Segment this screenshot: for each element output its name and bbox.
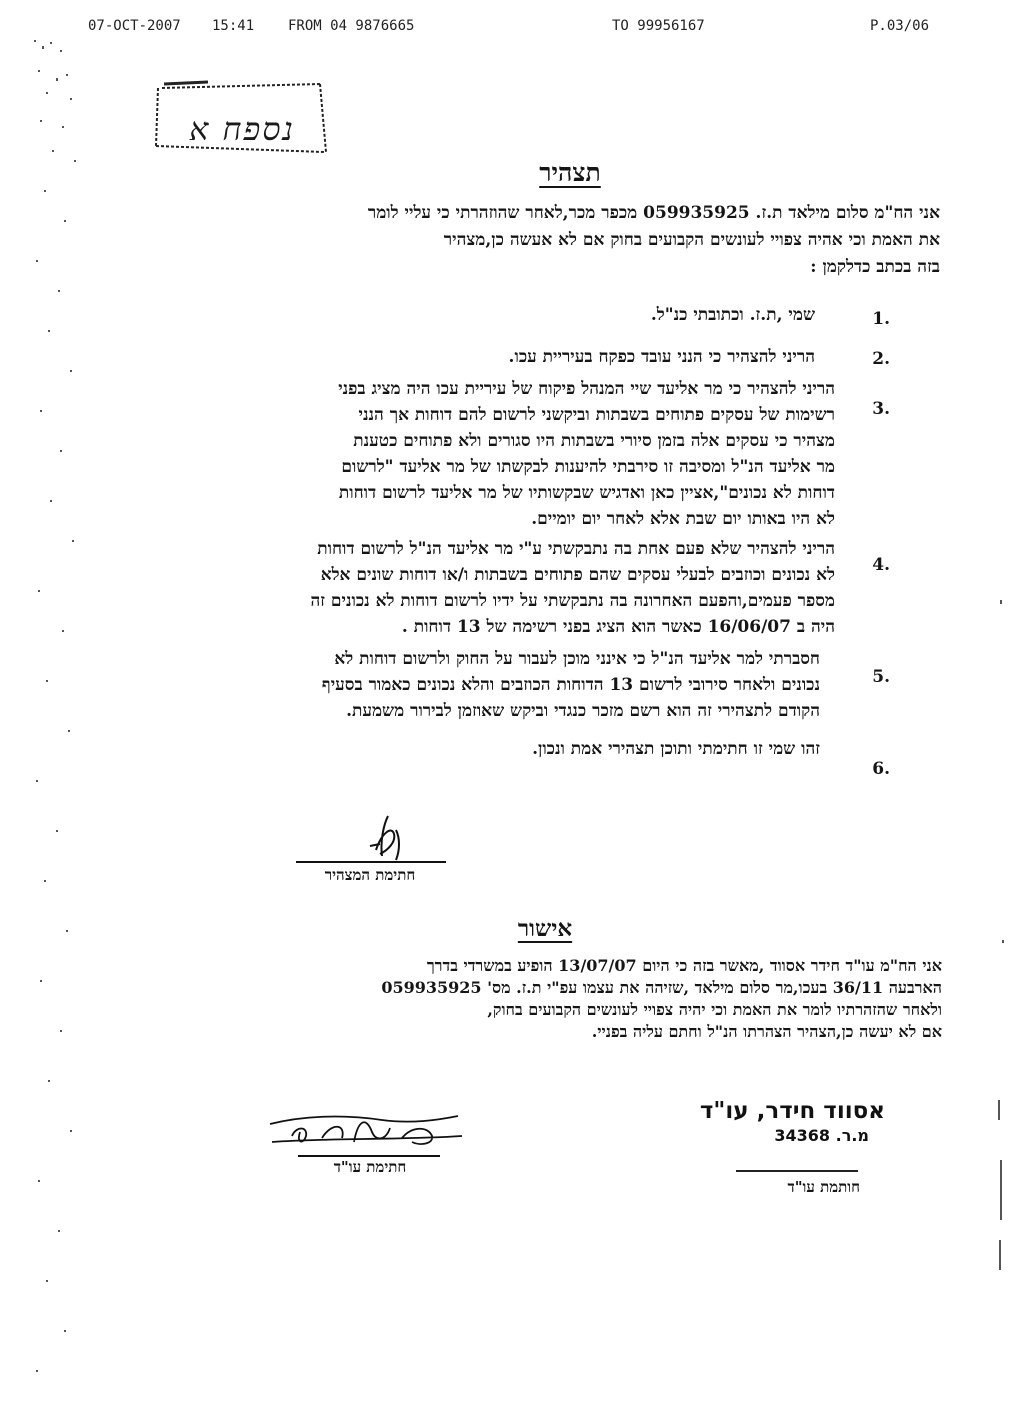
item-line: דוחות לא נכונים",אציין כאן ואדגיש שבקשותיו של מר אליעד לרשום דוחות [338,483,835,503]
scan-noise-right [990,600,1010,1300]
stamp-line [736,1170,858,1172]
lawyer-signature [262,1102,472,1162]
item-number: 3. [872,399,890,419]
item-line: לא נכונים וכוזבים לבעלי עסקים שהם פתוחים בשבתות ו/או דוחות שונים אלא [320,565,835,585]
declaration-item-3 [180,379,890,536]
declaration-item-5 [180,649,890,744]
declaration-title: תצהיר [539,158,601,187]
item-number: 6. [872,759,890,779]
item-line: נכונים ולאחר סירובי לרשום 13 הדוחות הכוזבים והלא נכונים כאמור בסעיף [321,675,820,695]
fax-header [0,18,1023,42]
item-number: 1. [872,309,890,329]
lawyer-license-number: מ.ר. 34368 [774,1126,869,1145]
item-number: 4. [872,555,890,575]
item-text [180,302,815,328]
fax-from: FROM 04 9876665 [288,18,415,34]
item-text [180,646,820,724]
fax-date: 07-OCT-2007 [88,18,181,34]
item-text [125,536,835,640]
declaration-item-2 [180,346,890,376]
approval-line: ולאחר שהזהרתיו לומר את האמת וכי יהיה צפויי לעונשים הקבועים בחוק, [487,1000,942,1019]
declarant-signature-label: חתימת המצהיר [324,866,416,884]
item-line: שמי ,ת.ז. וכתובתי כנ"ל. [650,305,815,325]
declaration-item-6 [180,739,890,786]
declaration-item-1 [180,306,890,336]
lawyer-stamp-label: חותמת עו"ד [787,1178,860,1196]
declaration-intro [232,200,940,281]
item-line: רשימות של עסקים פתוחים בשבתות וביקשני לרשום להם דוחות אך הנני [358,405,835,425]
approval-line: הארבעה 36/11 בעכו,מר סלום מילאד ,שזיהה את עצמו עפ"י ת.ז. מס' 059935925 [381,978,942,997]
scan-noise-left [0,30,80,1390]
item-line: הריני להצהיר כי מר אליעד שיי המנהל פיקוח של עיריית עכו היה מציג בפני [338,379,835,399]
item-line: הקודם לתצהירי זה הוא רשם מזכר כנגדי וביקש שאוזמן לבירור משמעת. [346,701,820,721]
stamp-text: נספח א [189,110,295,148]
item-line: לא היו באותו יום שבת אלא לאחר יום יומיים. [531,509,835,529]
item-line: היה ב 16/06/07 כאשר הוא הציג בפני רשימה של 13 דוחות . [401,617,835,637]
lawyer-signature-label: חתימת עו"ד [333,1158,407,1176]
approval-line: אני הח"מ עו"ד חידר אסווד ,מאשר בזה כי היום 13/07/07 הופיע במשרדי בדרך [426,956,942,975]
lawyer-name: אסווד חידר, עו"ד [699,1098,885,1124]
approval-line: אם לא יעשה כן,הצהיר הצהרתו הנ"ל וחתם עליה בפניי. [591,1022,942,1041]
approval-text [232,955,942,1043]
item-number: 5. [872,667,890,687]
item-line: מצהיר כי עסקים אלה בזמן סיורי בשבתות היו סגורים ולא פתוחים כטענת [353,431,835,451]
fax-page-number: P.03/06 [870,18,930,34]
item-line: הריני להצהיר כי הנני עובד כפקח בעיריית עכו. [508,347,815,367]
fax-to: TO 99956167 [612,18,705,34]
intro-line: את האמת וכי אהיה צפויי לעונשים הקבועים בחוק אם לא אעשה כן,מצהיר [443,230,940,250]
approval-title: אישור [517,915,573,942]
item-number: 2. [872,349,890,369]
intro-line: בזה בכתב כדלקמן : [810,257,940,277]
intro-line: אני הח"מ סלום מילאד ת.ז. 059935925 מכפר מכר,לאחר שהוזהרתי כי עליי לומר [367,203,940,223]
appendix-stamp [148,80,328,158]
item-text [180,344,815,370]
item-line: זהו שמי זו חתימתי ותוכן תצהירי אמת ונכון. [532,739,820,759]
item-line: מר אליעד הנ"ל ומסיבה זו סירבתי להיענות לבקשתו של מר אליעד "לרשום [341,457,835,477]
lawyer-stamp [690,1098,885,1145]
item-text [400,736,820,762]
item-line: חסברתי למר אליעד הנ"ל כי אינני מוכן לעבור על החוק ולרשום דוחות לא [334,649,820,669]
item-line: מספר פעמים,והפעם האחרונה בה נתבקשתי על ידיו לרשום דוחות לא נכונים זה [310,591,835,611]
item-text [155,376,835,532]
fax-time: 15:41 [212,18,255,34]
item-line: הריני להצהיר שלא פעם אחת בה נתבקשתי ע"י מר אליעד הנ"ל לרשום דוחות [317,539,835,559]
